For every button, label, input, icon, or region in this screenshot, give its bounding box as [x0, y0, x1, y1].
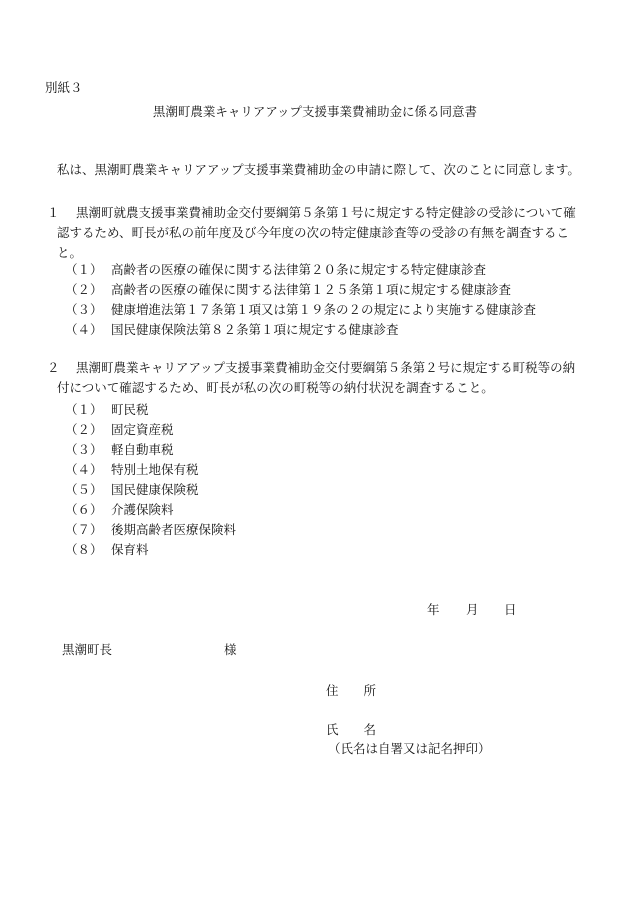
list-item: （５） 国民健康保険税: [65, 482, 199, 497]
list-item: （７） 後期高齢者医療保険料: [65, 522, 237, 537]
list-item: （３） 軽自動車税: [65, 442, 174, 457]
section-2: [47, 358, 582, 398]
list-item: （２） 高齢者の医療の確保に関する法律第１２５条第１項に規定する健康診査: [65, 282, 512, 297]
address-label: 住 所: [326, 683, 377, 698]
list-item: （４） 特別土地保有税: [65, 462, 199, 477]
list-item: （４） 国民健康保険法第８２条第１項に規定する健康診査: [65, 322, 399, 337]
annex-label: 別紙３: [45, 80, 83, 95]
list-item: （３） 健康増進法第１７条第１項又は第１９条の２の規定により実施する健康診査: [65, 302, 537, 317]
date-year-label: 年: [427, 602, 440, 617]
section-text: 黒潮町農業キャリアアップ支援事業費補助金交付要綱第５条第２号に規定する町税等の納付について確認するため、町長が私の次の町税等の納付状況を調査すること。: [57, 360, 576, 395]
section-number: １: [47, 205, 60, 220]
date-day-label: 日: [504, 602, 517, 617]
date-month-label: 月: [466, 602, 479, 617]
intro-text: 私は、黒潮町農業キャリアアップ支援事業費補助金の申請に際して、次のことに同意します。: [57, 162, 580, 177]
list-item: （８） 保育料: [65, 542, 149, 557]
section-number: ２: [47, 360, 60, 375]
list-item: （１） 高齢者の医療の確保に関する法律第２０条に規定する特定健康診査: [65, 262, 487, 277]
signature-note: （氏名は自署又は記名押印）: [328, 741, 491, 756]
list-item: （１） 町民税: [65, 402, 149, 417]
addressee-honorific: 様: [224, 642, 237, 657]
section-text: 黒潮町就農支援事業費補助金交付要綱第５条第１号に規定する特定健診の受診について確認するため、町長が私の前年度及び今年度の次の特定健康診査等の受診の有無を調査すること。: [57, 205, 576, 260]
list-item: （６） 介護保険料: [65, 502, 174, 517]
section-1: [47, 203, 582, 263]
addressee-name: 黒潮町長: [62, 642, 113, 657]
name-label: 氏 名: [326, 722, 377, 737]
document-title: 黒潮町農業キャリアアップ支援事業費補助金に係る同意書: [152, 104, 478, 119]
list-item: （２） 固定資産税: [65, 422, 174, 437]
